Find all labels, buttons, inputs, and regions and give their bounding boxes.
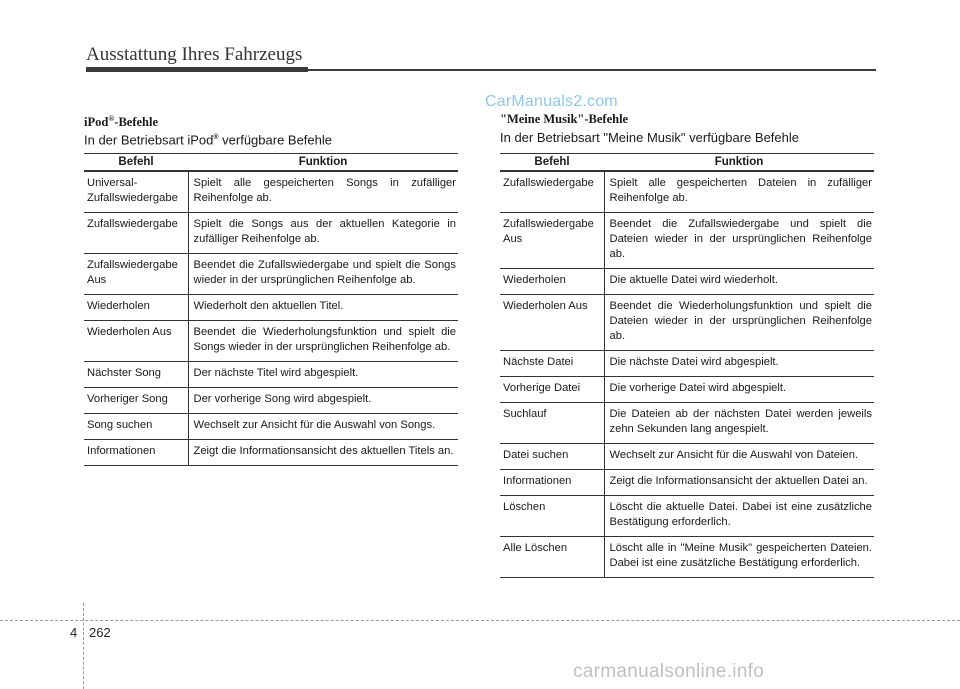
command-cell: Informationen	[84, 440, 188, 466]
watermark-top: CarManuals2.com	[485, 93, 618, 110]
command-cell: Wiederholen Aus	[84, 321, 188, 362]
ipod-commands-section	[84, 111, 458, 466]
command-cell: Löschen	[500, 496, 604, 537]
table-row	[500, 444, 874, 470]
table-row	[84, 362, 458, 388]
header-bar	[86, 67, 308, 72]
ipod-table-body	[84, 171, 458, 466]
function-cell: Spielt alle gespeicherten Songs in zufälliger Reihenfolge ab.	[188, 171, 458, 213]
command-cell: Nächste Datei	[500, 351, 604, 377]
command-cell: Vorherige Datei	[500, 377, 604, 403]
function-cell: Wiederholt den aktuellen Titel.	[188, 295, 458, 321]
command-cell: Universal- Zufallswiedergabe	[84, 171, 188, 213]
command-cell: Zufallswiedergabe	[500, 171, 604, 213]
footer-rule	[0, 620, 960, 621]
ipod-commands-table	[84, 153, 458, 466]
function-cell: Beendet die Wiederholungsfunktion und spielt die Dateien wieder in der ursprünglichen Reihenfolge ab.	[604, 295, 874, 351]
table-row	[500, 269, 874, 295]
table-row	[84, 254, 458, 295]
function-cell: Wechselt zur Ansicht für die Auswahl von Songs.	[188, 414, 458, 440]
command-cell: Zufallswiedergabe	[84, 213, 188, 254]
table-row	[84, 213, 458, 254]
table-row	[84, 321, 458, 362]
command-cell: Datei suchen	[500, 444, 604, 470]
table-header-row	[500, 154, 874, 172]
function-cell: Spielt alle gespeicherten Dateien in zufälliger Reihenfolge ab.	[604, 171, 874, 213]
function-cell: Löscht alle in "Meine Musik" gespeicherten Dateien. Dabei ist eine zusätzliche Bestätigung erforderlich.	[604, 537, 874, 578]
command-cell: Alle Löschen	[500, 537, 604, 578]
command-cell: Song suchen	[84, 414, 188, 440]
function-cell: Die vorherige Datei wird abgespielt.	[604, 377, 874, 403]
page-number: 262	[89, 625, 111, 640]
column-header-function: Funktion	[188, 154, 458, 172]
music-section-title: "Meine Musik"-Befehle	[500, 112, 629, 126]
table-row	[500, 470, 874, 496]
function-cell: Löscht die aktuelle Datei. Dabei ist eine zusätzliche Bestätigung erforderlich.	[604, 496, 874, 537]
command-cell: Zufallswiedergabe Aus	[500, 213, 604, 269]
table-row	[500, 295, 874, 351]
function-cell: Beendet die Zufallswiedergabe und spielt die Songs wieder in der ursprünglichen Reihenfolge ab.	[188, 254, 458, 295]
command-cell: Suchlauf	[500, 403, 604, 444]
table-row	[500, 213, 874, 269]
music-section-subtitle: In der Betriebsart "Meine Musik" verfügbare Befehle	[500, 130, 799, 145]
page-header-title: Ausstattung Ihres Fahrzeugs	[86, 44, 303, 65]
function-cell: Spielt die Songs aus der aktuellen Kategorie in zufälliger Reihenfolge ab.	[188, 213, 458, 254]
function-cell: Beendet die Zufallswiedergabe und spielt die Dateien wieder in der ursprünglichen Reihenfolge ab.	[604, 213, 874, 269]
footer-divider	[83, 603, 84, 689]
column-header-command: Befehl	[84, 154, 188, 172]
command-cell: Nächster Song	[84, 362, 188, 388]
function-cell: Der vorherige Song wird abgespielt.	[188, 388, 458, 414]
function-cell: Zeigt die Informationsansicht der aktuellen Datei an.	[604, 470, 874, 496]
function-cell: Die Dateien ab der nächsten Datei werden jeweils zehn Sekunden lang angespielt.	[604, 403, 874, 444]
column-header-command: Befehl	[500, 154, 604, 172]
table-row	[84, 440, 458, 466]
ipod-section-subtitle: In der Betriebsart iPod® verfügbare Befehle	[84, 132, 332, 148]
table-row	[500, 351, 874, 377]
command-cell: Informationen	[500, 470, 604, 496]
table-row	[500, 403, 874, 444]
command-cell: Vorheriger Song	[84, 388, 188, 414]
ipod-section-title: iPod®-Befehle	[84, 114, 159, 130]
table-row	[500, 377, 874, 403]
function-cell: Die aktuelle Datei wird wiederholt.	[604, 269, 874, 295]
command-cell: Wiederholen	[500, 269, 604, 295]
table-row	[84, 414, 458, 440]
function-cell: Wechselt zur Ansicht für die Auswahl von Dateien.	[604, 444, 874, 470]
table-row	[500, 537, 874, 578]
music-commands-table	[500, 153, 874, 578]
header-rule	[308, 69, 876, 71]
chapter-number: 4	[70, 625, 78, 640]
music-commands-section	[500, 111, 874, 578]
function-cell: Zeigt die Informationsansicht des aktuellen Titels an.	[188, 440, 458, 466]
table-row	[500, 496, 874, 537]
function-cell: Beendet die Wiederholungsfunktion und spielt die Songs wieder in der ursprünglichen Reihenfolge ab.	[188, 321, 458, 362]
table-row	[500, 171, 874, 213]
function-cell: Die nächste Datei wird abgespielt.	[604, 351, 874, 377]
column-header-function: Funktion	[604, 154, 874, 172]
table-row	[84, 388, 458, 414]
command-cell: Zufallswiedergabe Aus	[84, 254, 188, 295]
table-header-row	[84, 154, 458, 172]
watermark-bottom: carmanualsonline.info	[573, 661, 765, 682]
command-cell: Wiederholen Aus	[500, 295, 604, 351]
table-row	[84, 295, 458, 321]
table-row	[84, 171, 458, 213]
music-table-body	[500, 171, 874, 578]
command-cell: Wiederholen	[84, 295, 188, 321]
function-cell: Der nächste Titel wird abgespielt.	[188, 362, 458, 388]
